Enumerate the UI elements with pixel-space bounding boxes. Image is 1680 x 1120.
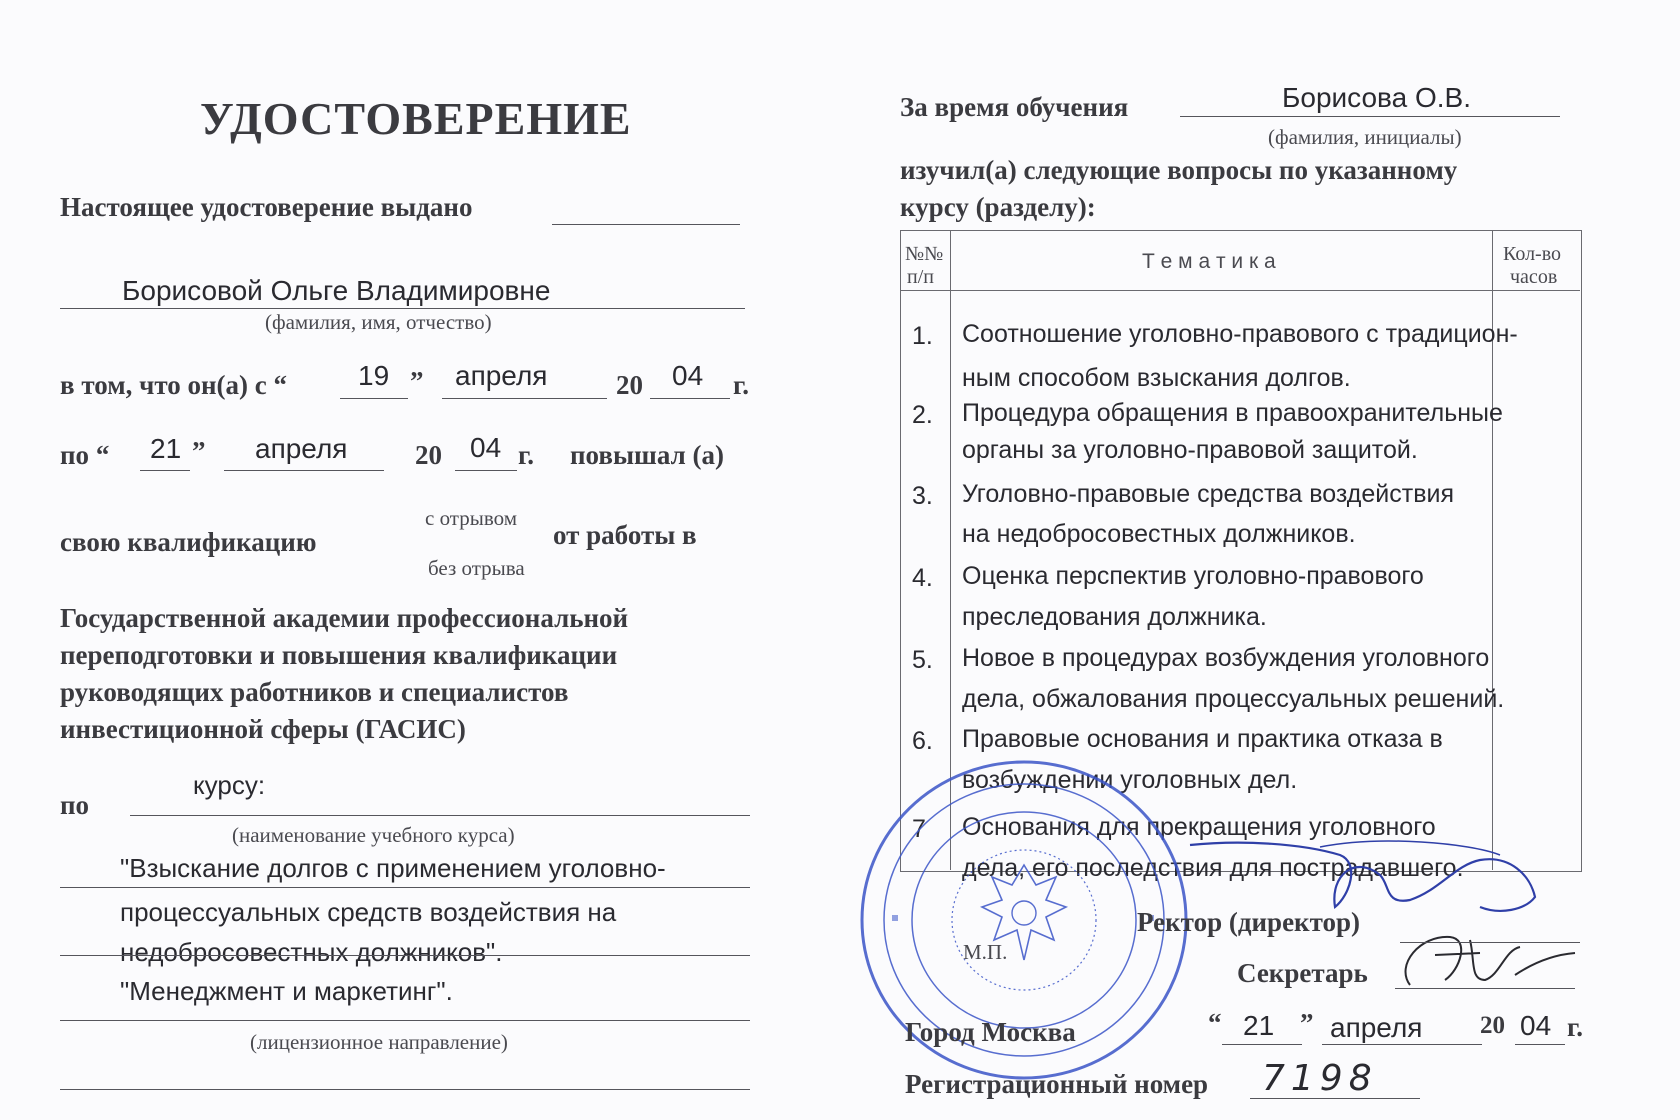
student-caption: (фамилия, инициалы) — [1268, 125, 1462, 149]
row-number: 4. — [912, 564, 933, 592]
recipient-name: Борисовой Ольге Владимировне — [122, 275, 551, 306]
col-hours-header-2: часов — [1510, 266, 1558, 288]
to-day-line — [140, 470, 190, 471]
course-label: курсу: — [193, 770, 266, 800]
issued-label: Настоящее удостоверение выдано — [60, 192, 473, 222]
issued-line — [552, 224, 740, 225]
reg-number: 7198 — [1262, 1058, 1378, 1099]
row-number: 1. — [912, 322, 933, 350]
row-number: 7 — [912, 815, 926, 843]
certificate-title: УДОСТОВЕРЕНИЕ — [200, 93, 632, 144]
issue-year-suffix: г. — [1567, 1012, 1583, 1042]
table-header-divider — [900, 290, 1580, 291]
reg-label: Регистрационный номер — [905, 1069, 1209, 1099]
course-text-line-3: недобросовестных должников". — [120, 937, 503, 967]
row-topic-line: дела, его последствия для пострадавшего. — [962, 854, 1464, 882]
to-month: апреля — [255, 433, 348, 464]
course-rule-1 — [60, 887, 750, 888]
option-without-break: без отрыва — [428, 556, 525, 580]
row-topic-line: на недобросовестных должников. — [962, 520, 1356, 548]
row-number: 2. — [912, 401, 933, 429]
row-number: 3. — [912, 482, 933, 510]
option-with-break: с отрывом — [425, 506, 517, 530]
license-caption: (лицензионное направление) — [250, 1030, 508, 1054]
from-year-prefix: 20 — [616, 370, 643, 400]
student-name: Борисова О.В. — [1282, 82, 1471, 113]
row-topic-line: дела, обжалования процессуальных решений. — [962, 685, 1505, 713]
to-day: 21 — [150, 433, 182, 464]
during-label: За время обучения — [900, 92, 1129, 122]
reg-number-line — [1250, 1098, 1420, 1099]
city-label: Город Москва — [905, 1017, 1076, 1047]
academy-line-4: инвестиционной сферы (ГАСИС) — [60, 714, 466, 744]
to-year-prefix: 20 — [415, 440, 442, 470]
from-year-line — [650, 398, 730, 399]
academy-line-1: Государственной академии профессиональной — [60, 603, 629, 633]
issue-month-line — [1322, 1044, 1482, 1045]
from-work-label: от работы в — [553, 520, 697, 550]
rector-sign-line — [1400, 942, 1580, 943]
from-day-quote: ” — [410, 366, 424, 396]
row-topic-line: Соотношение уголовно-правового с традицион- — [962, 320, 1518, 348]
by-label: по — [60, 790, 90, 820]
issue-year: 04 — [1520, 1010, 1552, 1041]
to-day-quote: ” — [192, 436, 206, 466]
row-topic-line: Процедура обращения в правоохранительные — [962, 399, 1503, 427]
course-text-line-2: процессуальных средств воздействия на — [120, 897, 617, 927]
issue-year-prefix: 20 — [1480, 1012, 1505, 1039]
row-topic-line: Новое в процедурах возбуждения уголовного — [962, 644, 1490, 672]
academy-line-2: переподготовки и повышения квалификации — [60, 640, 618, 670]
row-topic-line: органы за уголовно-правовой защитой. — [962, 436, 1418, 464]
to-month-line — [224, 470, 384, 471]
recipient-line — [60, 308, 745, 309]
issue-day: 21 — [1243, 1010, 1275, 1041]
from-day: 19 — [358, 360, 390, 391]
row-topic-line: возбуждении уголовных дел. — [962, 766, 1298, 794]
student-line — [1180, 116, 1560, 117]
from-label: в том, что он(а) с “ — [60, 370, 288, 400]
row-topic-line: преследования должника. — [962, 603, 1267, 631]
to-year-line — [455, 470, 517, 471]
qualification-label: свою квалификацию — [60, 527, 317, 557]
issue-day-line — [1222, 1044, 1302, 1045]
license-rule — [60, 1089, 750, 1090]
course-caption: (наименование учебного курса) — [232, 823, 515, 847]
col-topic-header: Т е м а т и к а — [1142, 250, 1276, 273]
course-name-line — [130, 815, 750, 816]
course-rule-3 — [60, 1020, 750, 1021]
studied-line-1: изучил(а) следующие вопросы по указанному — [900, 155, 1458, 185]
row-topic-line: Оценка перспектив уголовно-правового — [962, 562, 1424, 590]
academy-line-3: руководящих работников и специалистов — [60, 677, 569, 707]
from-month: апреля — [455, 360, 548, 391]
from-year-suffix: г. — [733, 370, 749, 400]
issue-open-quote: “ — [1208, 1008, 1222, 1038]
row-topic-line: ным способом взыскания долгов. — [962, 364, 1351, 392]
row-topic-line: Основания для прекращения уголовного — [962, 813, 1436, 841]
recipient-caption: (фамилия, имя, отчество) — [265, 310, 492, 334]
secretary-label: Секретарь — [1237, 958, 1368, 988]
secretary-sign-line — [1395, 988, 1575, 989]
raised-label: повышал (а) — [570, 440, 724, 470]
course-rule-2 — [60, 955, 750, 956]
issue-year-line — [1515, 1044, 1565, 1045]
from-month-line — [442, 398, 607, 399]
course-text-line-4: "Менеджмент и маркетинг". — [120, 976, 453, 1006]
course-text-line-1: "Взыскание долгов с применением уголовно- — [120, 853, 666, 883]
studied-line-2: курсу (разделу): — [900, 192, 1096, 222]
row-number: 5. — [912, 646, 933, 674]
col-hours-header-1: Кол-во — [1503, 243, 1562, 265]
issue-month: апреля — [1330, 1012, 1423, 1043]
row-number: 6. — [912, 727, 933, 755]
issue-close-quote: ” — [1300, 1008, 1314, 1038]
to-label: по “ — [60, 440, 110, 470]
row-topic-line: Уголовно-правовые средства воздействия — [962, 480, 1454, 508]
from-day-line — [340, 398, 408, 399]
row-topic-line: Правовые основания и практика отказа в — [962, 725, 1443, 753]
col-num-header-2: п/п — [907, 266, 934, 288]
from-year: 04 — [672, 360, 704, 391]
mp-label: М.П. — [963, 940, 1008, 964]
to-year-suffix: г. — [518, 440, 534, 470]
rector-label: Ректор (директор) — [1137, 907, 1361, 937]
to-year: 04 — [470, 432, 502, 463]
col-num-header-1: №№ — [905, 243, 944, 265]
